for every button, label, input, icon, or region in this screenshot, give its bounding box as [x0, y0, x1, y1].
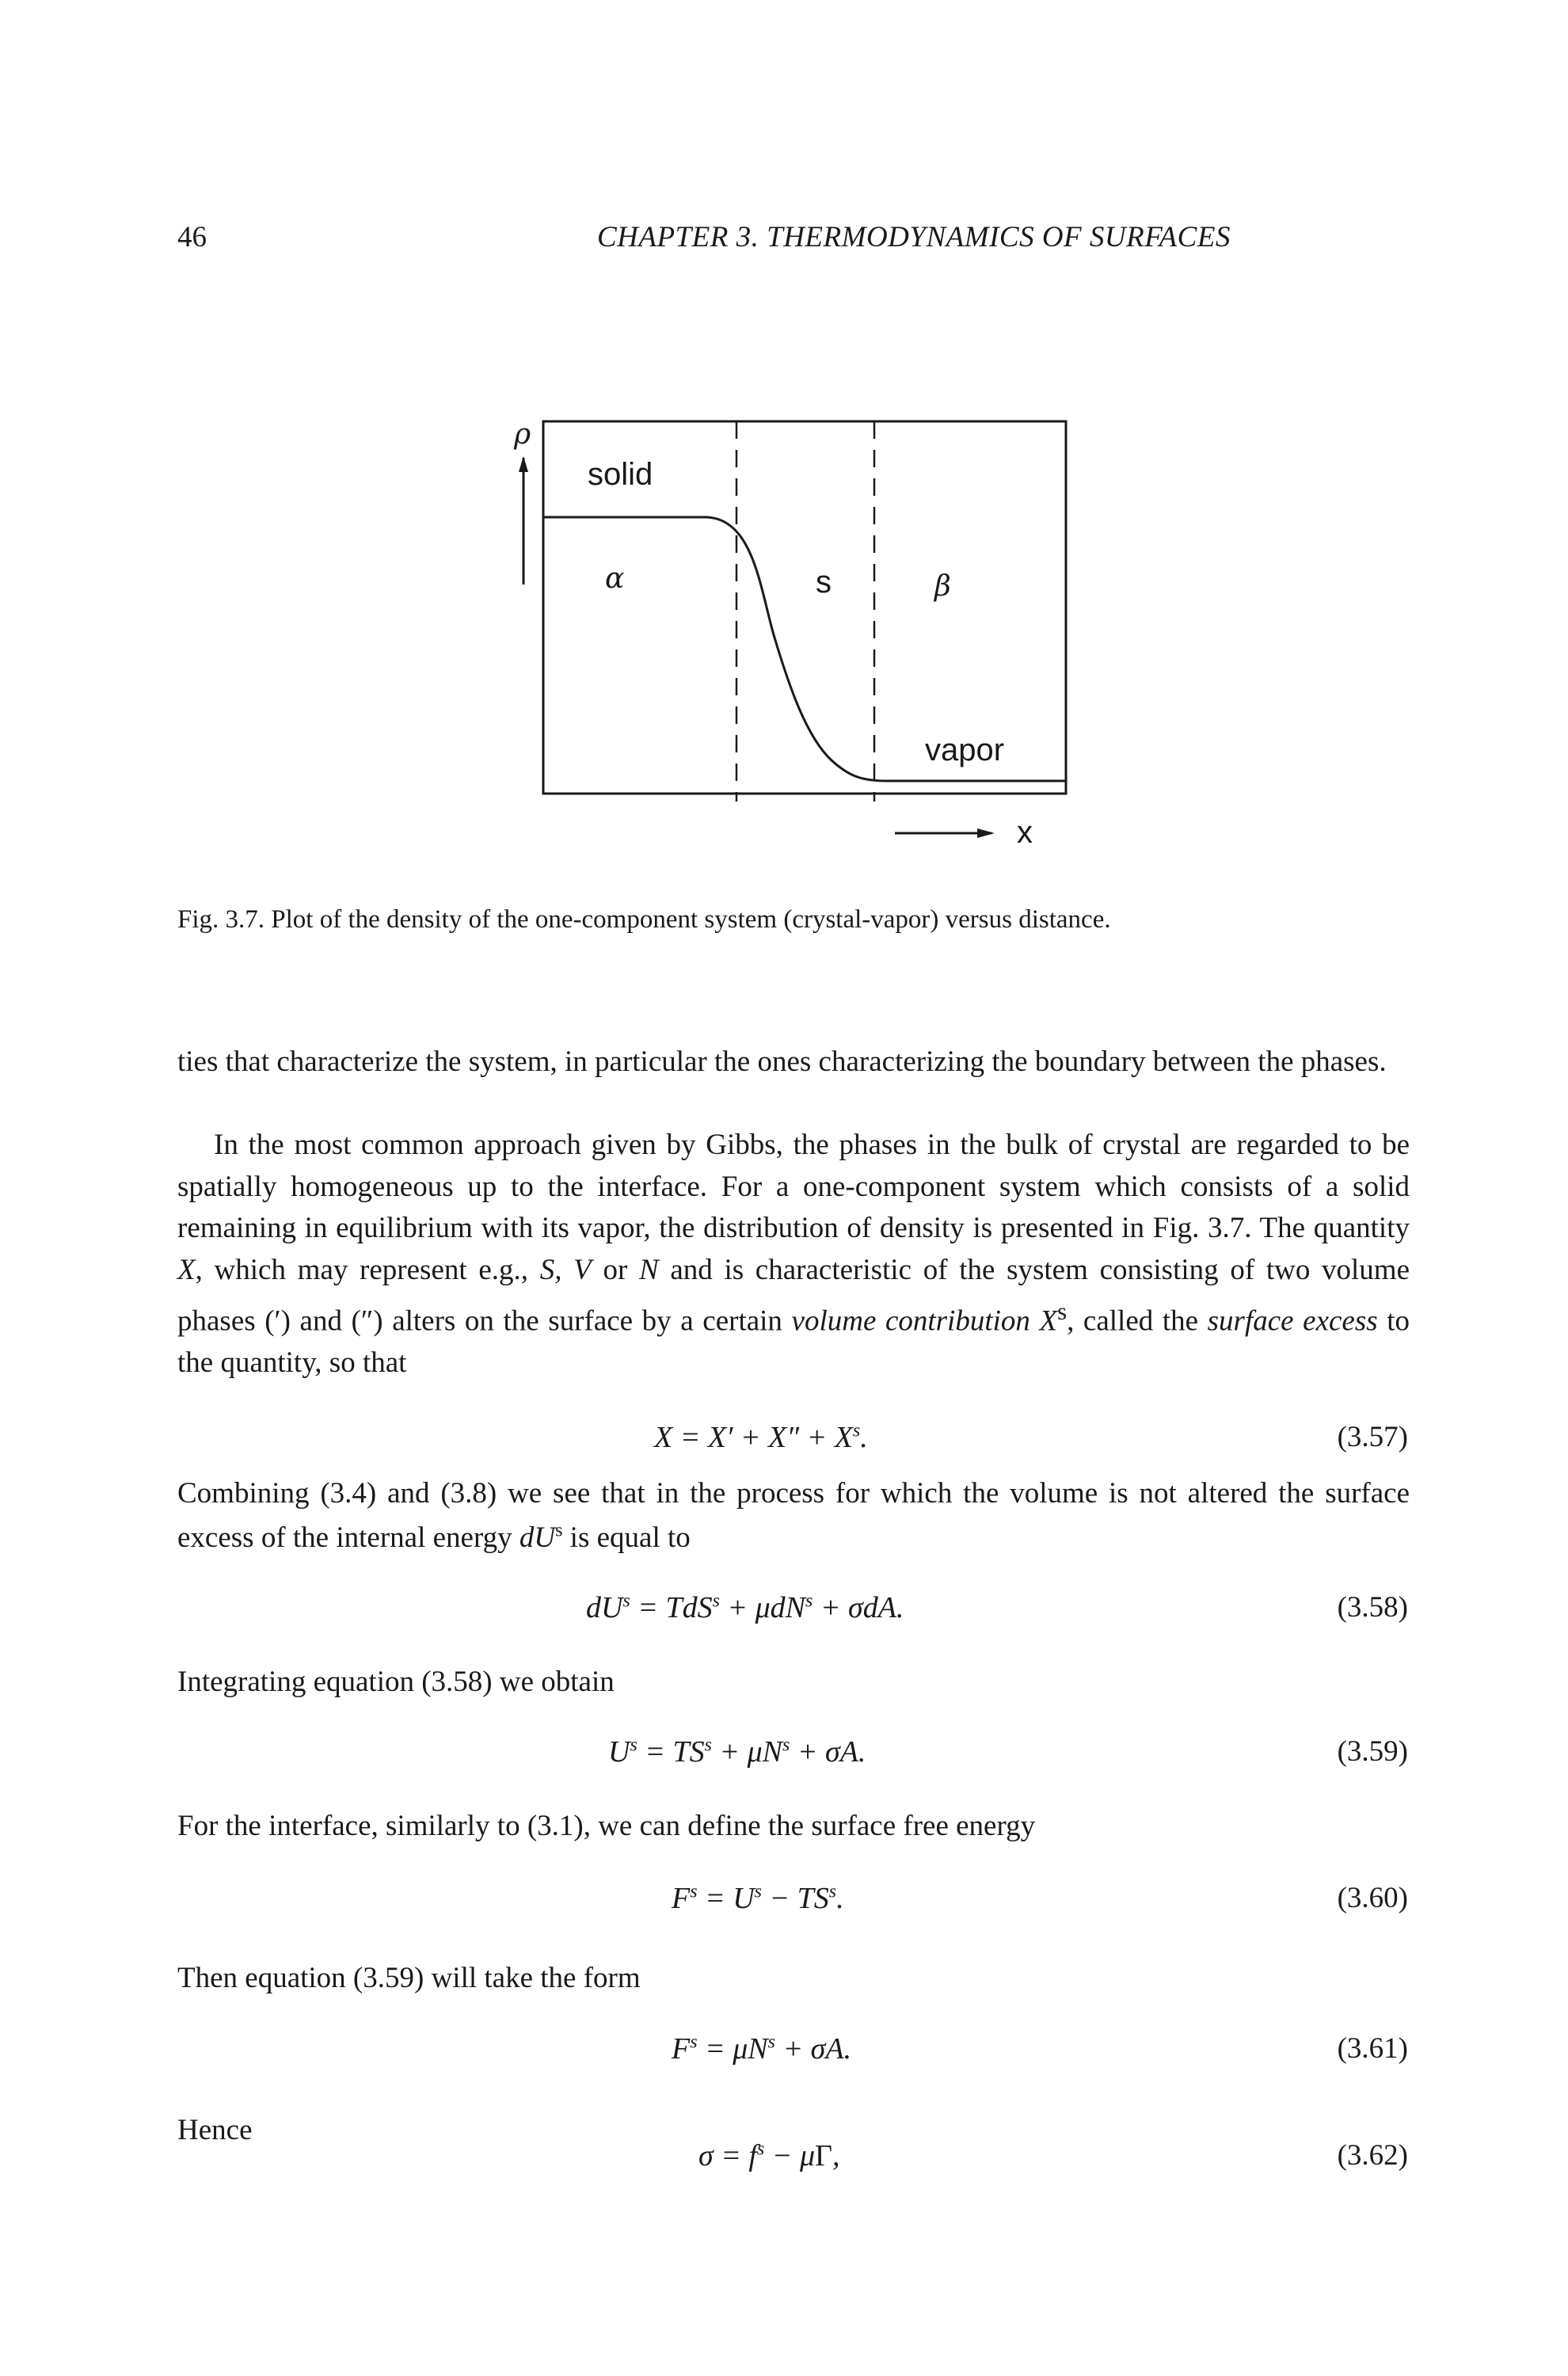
equation-3-57: $X = X' + X'' + X^s$.: [654, 1420, 868, 1454]
x-axis-arrow-icon: [977, 828, 995, 838]
chapter-title: CHAPTER 3. THERMODYNAMICS OF SURFACES: [597, 221, 1231, 253]
equation-3-58: $dU^s = TdS^s + \mu dN^s + \sigma dA$.: [586, 1590, 904, 1624]
equation-number-3-62: (3.62): [1337, 2139, 1408, 2172]
equation-3-59: $U^s = TS^s + \mu N^s + \sigma A$.: [608, 1734, 866, 1769]
paragraph-combining: Combining (3.4) and (3.8) we see that in the process for which the volume is not altered the surface excess of the internal energy $dU^s$ is equal to: [177, 1477, 1410, 1554]
surface-label: s: [816, 565, 832, 600]
paragraph-then: Then equation (3.59) will take the form: [177, 1962, 641, 1994]
equation-3-62: $\sigma = f^s - \mu\Gamma$,: [698, 2138, 840, 2172]
equation-3-61: $F^s = \mu N^s + \sigma A$.: [672, 2031, 852, 2066]
x-axis-label: x: [1017, 815, 1033, 850]
equation-number-3-58: (3.58): [1337, 1591, 1408, 1624]
solid-label: solid: [588, 457, 653, 492]
rho-axis-arrow-icon: [519, 456, 528, 472]
beta-label: β: [934, 570, 951, 603]
vapor-label: vapor: [925, 733, 1005, 767]
paragraph-interface: For the interface, similarly to (3.1), we can define the surface free energy: [177, 1810, 1036, 1842]
paragraph-hence: Hence: [177, 2114, 253, 2146]
equation-number-3-59: (3.59): [1337, 1735, 1408, 1768]
density-profile-figure: [507, 412, 1077, 855]
paragraph-1: ties that characterize the system, in particular the ones characterizing the boundary between the phases.: [177, 1045, 1387, 1078]
equation-number-3-60: (3.60): [1337, 1882, 1408, 1914]
equation-number-3-57: (3.57): [1337, 1421, 1408, 1453]
equation-3-60: $F^s = U^s - TS^s$.: [672, 1881, 844, 1915]
page-header: [177, 220, 1406, 260]
figure-caption: Fig. 3.7. Plot of the density of the one-component system (crystal-vapor) versus distance.: [177, 905, 1111, 934]
page-number: 46: [177, 221, 207, 253]
rho-axis-label: ρ: [514, 418, 531, 451]
alpha-label: α: [605, 562, 625, 595]
paragraph-integrating: Integrating equation (3.58) we obtain: [177, 1666, 615, 1698]
paragraph-2: In the most common approach given by Gibbs, the phases in the bulk of crystal are regarded to be spatially homogeneous up to the interface. For a one-component system which consists of a solid remaining in equilibrium with its vapor, the distribution of density is presented in Fig. 3.7. The quantity X, which may represent e.g., S, V or N and is characteristic of the system consisting of two volume phases (′) and (″) alters on the surface by a certain volume contribution $X^s$, called the surface excess to the quantity, so that: [177, 1129, 1410, 1379]
equation-number-3-61: (3.61): [1337, 2032, 1408, 2065]
